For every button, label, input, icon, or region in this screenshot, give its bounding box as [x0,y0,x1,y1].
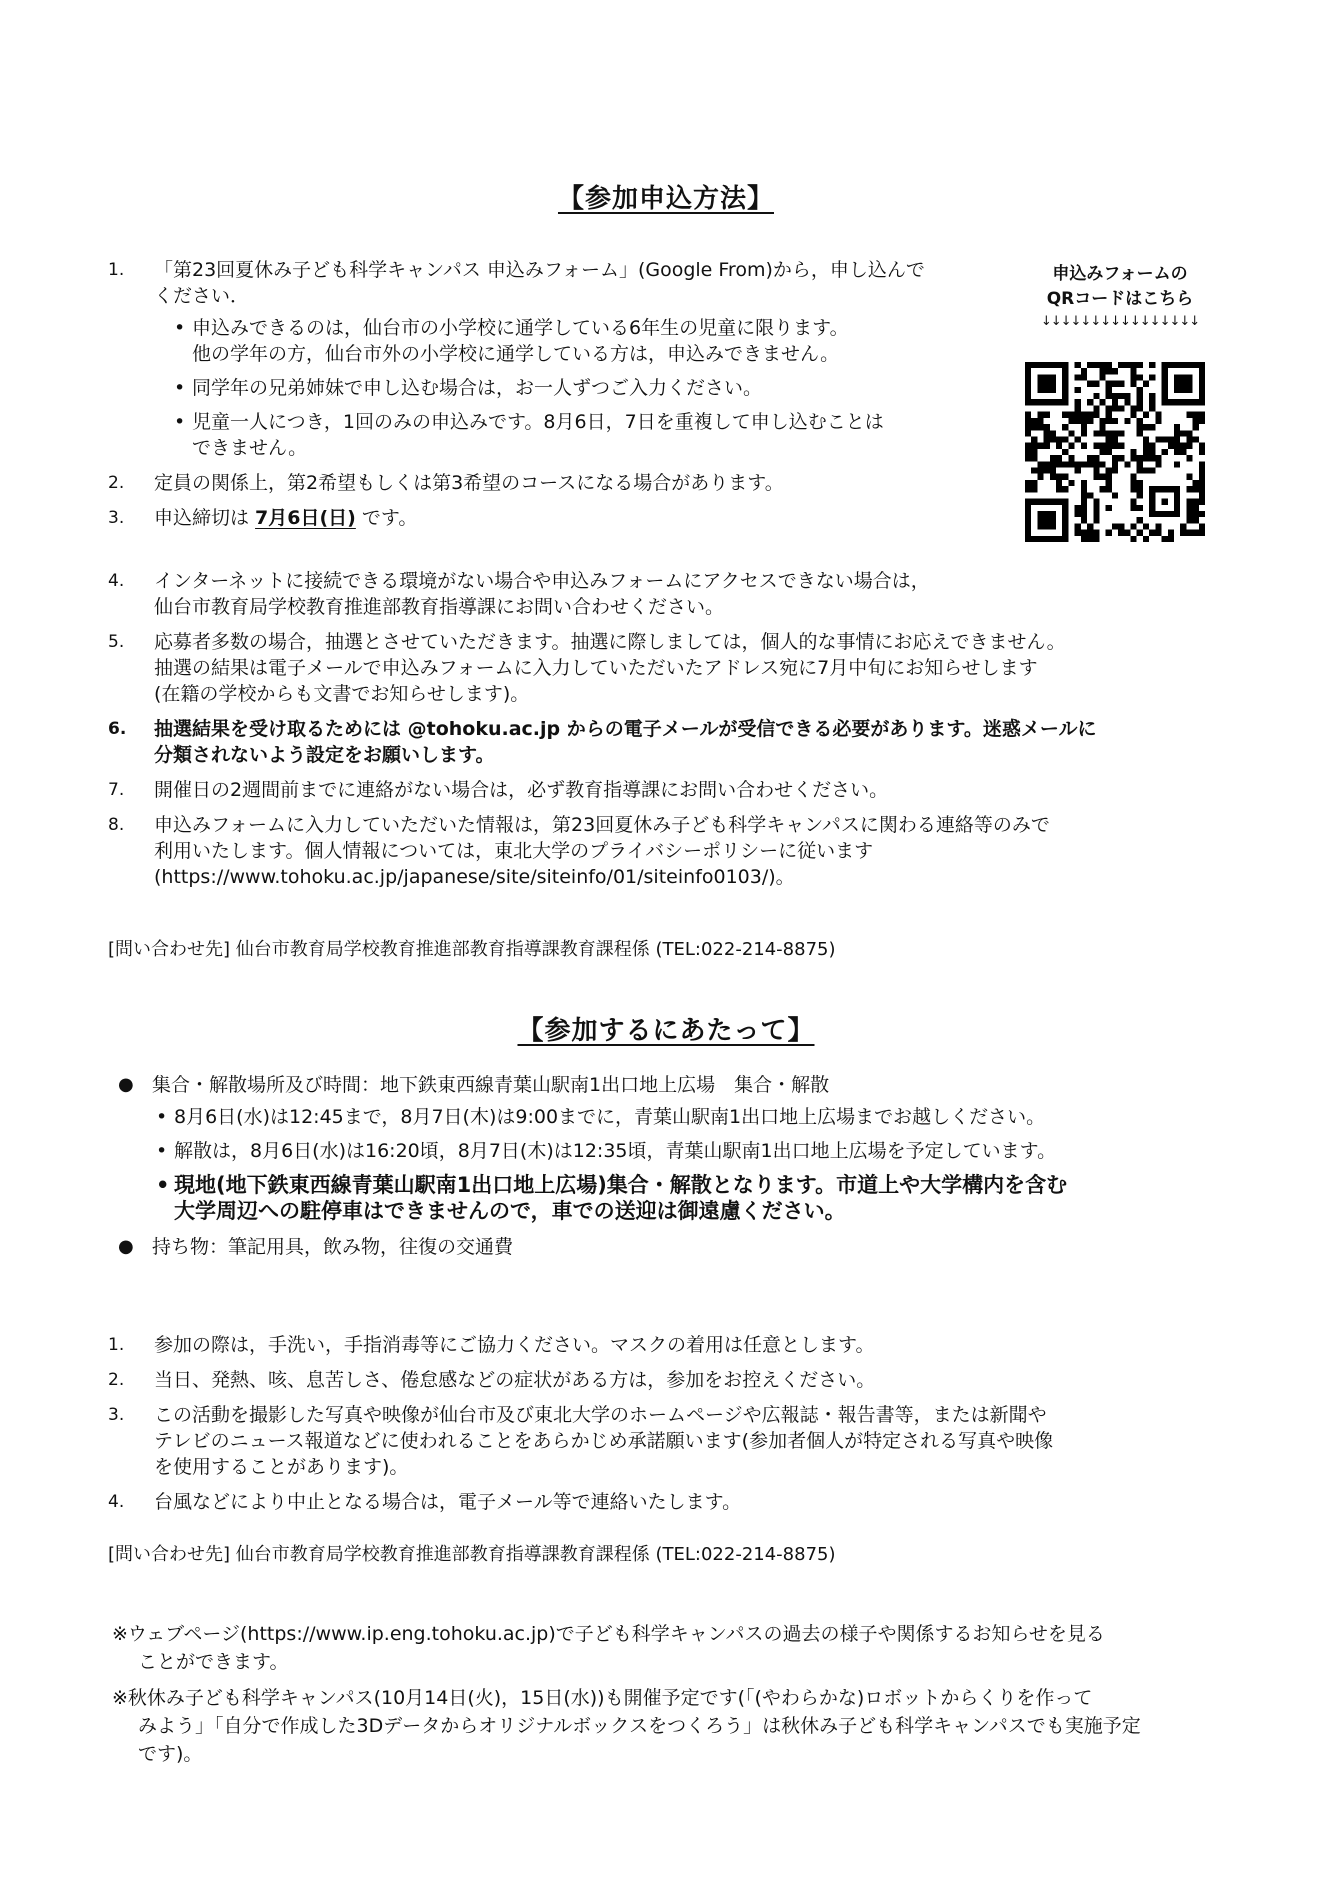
down-arrows: ↓↓↓↓↓↓↓↓↓↓↓↓↓↓↓↓ [1040,314,1200,329]
list-item: 4. 台風などにより中止となる場合は，電子メール等で連絡いたします。 [108,1491,742,1513]
section-title-participation: 【参加するにあたって】 [517,1016,815,1046]
sub-list-item: • 同学年の兄弟姉妹で申し込む場合は，お一人ずつご入力ください。 [174,377,763,399]
belongings-info: ● 持ち物：筆記用具，飲み物，往復の交通費 [118,1236,514,1258]
note-website: ※ウェブページ(https://www.ip.eng.tohoku.ac.jp)で子ども科学キャンパスの過去の様子や関係するお知らせを見る ことができます。 [112,1623,1105,1673]
list-item: 4. インターネットに接続できる環境がない場合や申込みフォームにアクセスできない場合は， 仙台市教育局学校教育推進部教育指導課にお問い合わせください。 [108,570,930,618]
section-title-application: 【参加申込方法】 [557,184,774,214]
application-list-continued [108,568,1248,899]
list-item: 2. 定員の関係上，第2希望もしくは第3希望のコースになる場合があります。 [108,472,784,494]
qr-caption-line2: QRコードはこちら [1046,289,1194,309]
list-item: 1. 参加の際は，手洗い，手指消毒等にご協力ください。マスクの着用は任意とします。 [108,1334,875,1356]
list-item: 3. この活動を撮影した写真や映像が仙台市及び東北大学のホームページや広報誌・報告書等，または新聞や テレビのニュース報道などに使われることをあらかじめ承諾願います(参加者個人が特定される写真や映像 を使用することがあります)。 [108,1404,1054,1478]
list-item: 2. 当日、発熱、咳、息苦しさ、倦怠感などの症状がある方は，参加をお控えください。 [108,1369,876,1391]
list-item: 7. 開催日の2週間前までに連絡がない場合は，必ず教育指導課にお問い合わせください。 [108,779,889,801]
participation-list [108,1332,1238,1524]
deadline-item: 3. 申込締切は 7月6日(日) です。 [108,507,418,529]
participation-bullets [118,1072,1238,1270]
contact-info: [問い合わせ先] 仙台市教育局学校教育推進部教育指導課教育課程係 (TEL:022-214-8875) [108,939,836,960]
list-item: 1. 「第23回夏休み子ども科学キャンパス 申込みフォーム」(Google From)から，申し込んで ください． • 申込みできるのは，仙台市の小学校に通学している6年生の児童に限ります。 他の学年の方，仙台市外の小学校に通学している方は，申込みできません。 • 同学年の兄弟姉妹で申し込む場合は，お一人ずつご入力ください。 • 児童一人につき，1回のみの申込みです。8月6日，7日を重複して申し込むことは できません。 [108,257,1068,461]
application-list [108,257,1068,540]
footnotes [112,1620,1242,1776]
sub-list-item: • 児童一人につき，1回のみの申込みです。8月6日，7日を重複して申し込むことは できません。 [174,411,884,459]
contact-info-2: [問い合わせ先] 仙台市教育局学校教育推進部教育指導課教育課程係 (TEL:022-214-8875) [108,1544,836,1565]
note-autumn-campus: ※秋休み子ども科学キャンパス(10月14日(火)，15日(水))も開催予定です(「(やわらかな)ロボットからくりを作って みよう」「自分で作成した3Dデータからオリジナルボックスをつくろう」は秋休み子ども科学キャンパスでも実施予定 です)。 [112,1687,1141,1765]
list-item: 5. 応募者多数の場合，抽選とさせていただきます。抽選に際しましては，個人的な事情にお応えできません。 抽選の結果は電子メールで申込みフォームに入力していただいたアドレス宛に7月中旬にお知らせします (在籍の学校からも文書でお知らせします)。 [108,631,1066,705]
eligibility-sublist [174,315,1068,461]
privacy-policy-link[interactable]: (https://www.tohoku.ac.jp/japanese/site/siteinfo/01/siteinfo0103/)。 [154,866,795,888]
email-notice-item: 6. 抽選結果を受け取るためには @tohoku.ac.jp からの電子メールが受信できる必要があります。迷惑メールに 分類されないよう設定をお願いします。 [108,718,1097,766]
list-item: 8. 申込みフォームに入力していただいた情報は，第23回夏休み子ども科学キャンパスに関わる連絡等のみで 利用いたします。個人情報については，東北大学のプライバシーポリシーに従います (https://www.tohoku.ac.jp/japanese/site/siteinfo/01/siteinfo0103/)。 [108,812,1248,890]
parking-warning: • 現地(地下鉄東西線青葉山駅南1出口地上広場)集合・解散となります。市道上や大学構内を含む 大学周辺への駐停車はできませんので，車での送迎は御遠慮ください。 [156,1173,1068,1223]
meeting-info: ● 集合・解散場所及び時間：地下鉄東西線青葉山駅南1出口地上広場 集合・解散 • 8月6日(水)は12:45まで，8月7日(木)は9:00までに，青葉山駅南1出口地上広場までお越しください。 • 解散は，8月6日(水)は16:20頃，8月7日(木)は12:35頃，青葉山駅南1出口地上広場を予定しています。 • 現地(地下鉄東西線青葉山駅南1出口地上広場)集合・解散となります。市道上や大学構内を含む 大学周辺への駐停車はできませんので，車での送迎は御遠慮ください。 [118,1072,1238,1224]
sub-list-item: • 8月6日(水)は12:45まで，8月7日(木)は9:00までに，青葉山駅南1出口地上広場までお越しください。 [156,1106,1046,1128]
meeting-sublist [156,1104,1238,1224]
sub-list-item: • 申込みできるのは，仙台市の小学校に通学している6年生の児童に限ります。 他の学年の方，仙台市外の小学校に通学している方は，申込みできません。 [174,317,849,365]
sub-list-item: • 解散は，8月6日(水)は16:20頃，8月7日(木)は12:35頃，青葉山駅南1出口地上広場を予定しています。 [156,1140,1057,1162]
deadline-date: 7月6日(日) [255,507,356,529]
qr-caption-line1: 申込みフォームの [1052,264,1188,284]
